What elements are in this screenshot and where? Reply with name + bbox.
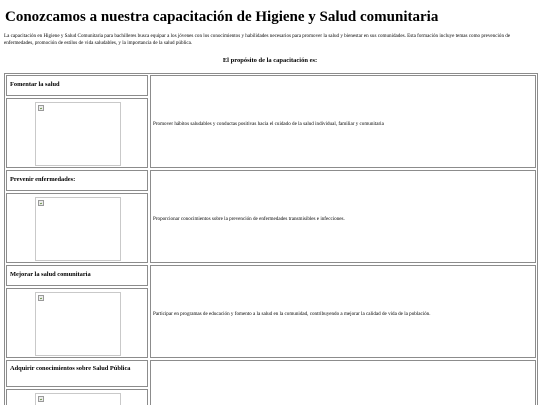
purpose-description-cell — [150, 170, 536, 263]
purpose-row — [6, 170, 536, 263]
broken-image-placeholder — [35, 197, 121, 261]
purpose-heading: Mejorar la salud comunitaria — [6, 265, 148, 286]
purpose-table — [4, 73, 538, 405]
broken-image-icon — [38, 200, 44, 206]
purpose-image-cell — [6, 193, 148, 263]
purpose-row — [6, 75, 536, 168]
purpose-image-cell — [6, 288, 148, 358]
purpose-image-cell — [6, 389, 148, 405]
broken-image-icon — [38, 105, 44, 111]
purpose-row — [6, 360, 536, 405]
purpose-heading: Prevenir enfermedades: — [6, 170, 148, 191]
purpose-heading: Adquirir conocimientos sobre Salud Pública — [6, 360, 148, 387]
purpose-description-cell — [150, 360, 536, 405]
purpose-image-cell — [6, 98, 148, 168]
purpose-description-cell — [150, 265, 536, 358]
broken-image-placeholder — [35, 393, 121, 405]
broken-image-icon — [38, 295, 44, 301]
broken-image-placeholder — [35, 102, 121, 166]
purpose-row — [6, 265, 536, 358]
page-title: Conozcamos a nuestra capacitación de Higiene y Salud comunitaria — [5, 9, 439, 25]
broken-image-icon — [38, 396, 44, 402]
intro-paragraph: La capacitación en Higiene y Salud Comunitaria para bachilleres busca equipar a los jóvenes con los conocimientos y habilidades necesarios para promover la salud y bienestar en sus comunidades. Esta formación incluye temas como prevención de enfermedades, promoción de estilos de vida saludables, y la importancia de la salud pública. — [4, 33, 511, 46]
purpose-heading: Fomentar la salud — [6, 75, 148, 96]
purpose-description: Promover hábitos saludables y conductas positivas hacia el cuidado de la salud individual, familiar y comunitaria — [153, 121, 384, 127]
broken-image-placeholder — [35, 292, 121, 356]
purpose-description: Proporcionar conocimientos sobre la prevención de enfermedades transmisibles e infecciones. — [153, 216, 345, 222]
purpose-description-cell — [150, 75, 536, 168]
purpose-subtitle: El propósito de la capacitación es: — [222, 57, 318, 64]
purpose-description: Participar en programas de educación y fomento a la salud en la comunidad, contribuyendo a mejorar la calidad de vida de la población. — [153, 311, 431, 317]
